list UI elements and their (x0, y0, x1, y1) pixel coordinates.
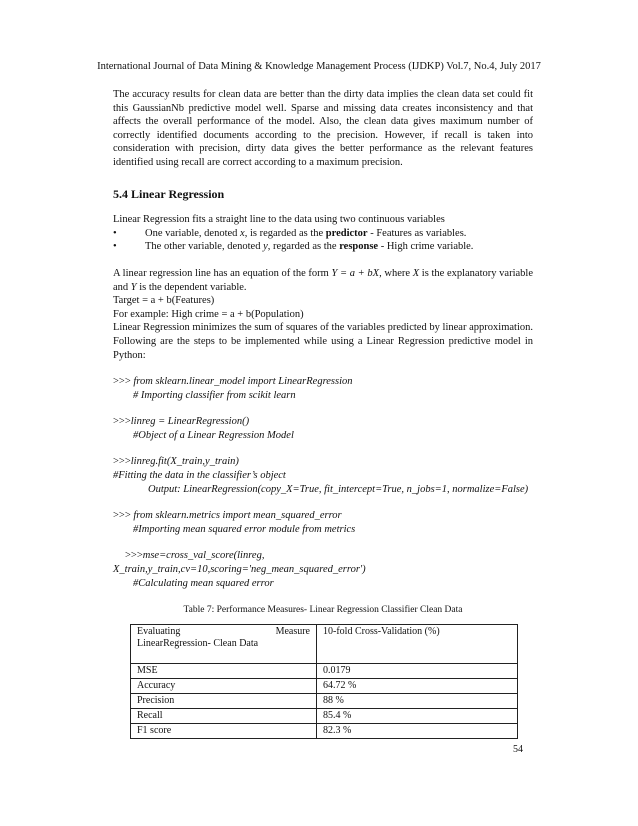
steps-paragraph: Linear Regression minimizes the sum of squares of the variables predicted by linear approximation. Following are the steps to be implemented while using a Linear Regression predictive model in Python: (113, 322, 533, 361)
code-comment: #Object of a Linear Regression Model (133, 429, 294, 441)
performance-table (130, 624, 518, 739)
table-header-cell: 10-fold Cross-Validation (%) (317, 624, 518, 663)
table-caption: Table 7: Performance Measures- Linear Regression Classifier Clean Data (183, 605, 463, 616)
code-comment: #Importing mean squared error module from metrics (133, 523, 356, 535)
section-intro: Linear Regression fits a straight line to the data using two continuous variables (113, 214, 445, 226)
journal-header: International Journal of Data Mining & Knowledge Management Process (IJDKP) Vol.7, No.4, July 2017 (97, 61, 541, 72)
intro-paragraph: The accuracy results for clean data are better than the dirty data implies the clean data set could fit this GaussianNb predictive model well. Sparse and missing data creates inconsistency and that affects the overall performance of the model. Also, the clean data gives maximum number of correctly identified documents according to the precision. However, if recall is taken into consideration with precision, dirty data gives the better performance as the relevant features identified using recall are correct according to a maximum precision. (113, 89, 533, 168)
table-row: Accuracy 64.72 % (131, 678, 518, 693)
table-header-row (131, 624, 518, 663)
bullet-icon: • (113, 227, 117, 239)
variable-list (113, 227, 533, 254)
page-number: 54 (513, 744, 523, 755)
list-item: • The other variable, denoted y, regarded as the response - High crime variable. (113, 241, 474, 253)
code-comment: #Fitting the data in the classifier’s object (113, 470, 286, 482)
code-line: >>> from sklearn.metrics import mean_squared_error (113, 510, 342, 522)
example-line: For example: High crime = a + b(Population) (113, 308, 304, 320)
code-line: >>>linreg.fit(X_train,y_train) (113, 456, 239, 468)
list-item: • One variable, denoted x, is regarded as the predictor - Features as variables. (113, 227, 467, 239)
table-row: Recall 85.4 % (131, 708, 518, 723)
code-line: X_train,y_train,cv=10,scoring='neg_mean_squared_error') (113, 564, 366, 576)
code-output: Output: LinearRegression(copy_X=True, fit_intercept=True, n_jobs=1, normalize=False) (148, 483, 529, 495)
target-line: Target = a + b(Features) (113, 295, 215, 307)
page-content (113, 88, 533, 739)
table-row: F1 score 82.3 % (131, 723, 518, 738)
section-heading: 5.4 Linear Regression (113, 186, 225, 201)
code-comment: #Calculating mean squared error (133, 577, 274, 589)
table-row: Precision 88 % (131, 693, 518, 708)
table-row: MSE 0.0179 (131, 663, 518, 678)
equation-paragraph: A linear regression line has an equation of the form Y = a + bX, where X is the explanatory variable and Y is the dependent variable. (113, 267, 533, 293)
code-line: >>>linreg = LinearRegression() (113, 416, 250, 428)
code-comment: # Importing classifier from scikit learn (133, 389, 296, 401)
regression-equation: Y = a + bX, (331, 267, 382, 279)
code-line: >>>mse=cross_val_score(linreg, (125, 550, 265, 562)
table-header-cell: Evaluating Measure LinearRegression- Clean Data (131, 624, 317, 663)
bullet-icon: • (113, 241, 117, 253)
code-line: >>> from sklearn.linear_model import LinearRegression (113, 376, 353, 388)
